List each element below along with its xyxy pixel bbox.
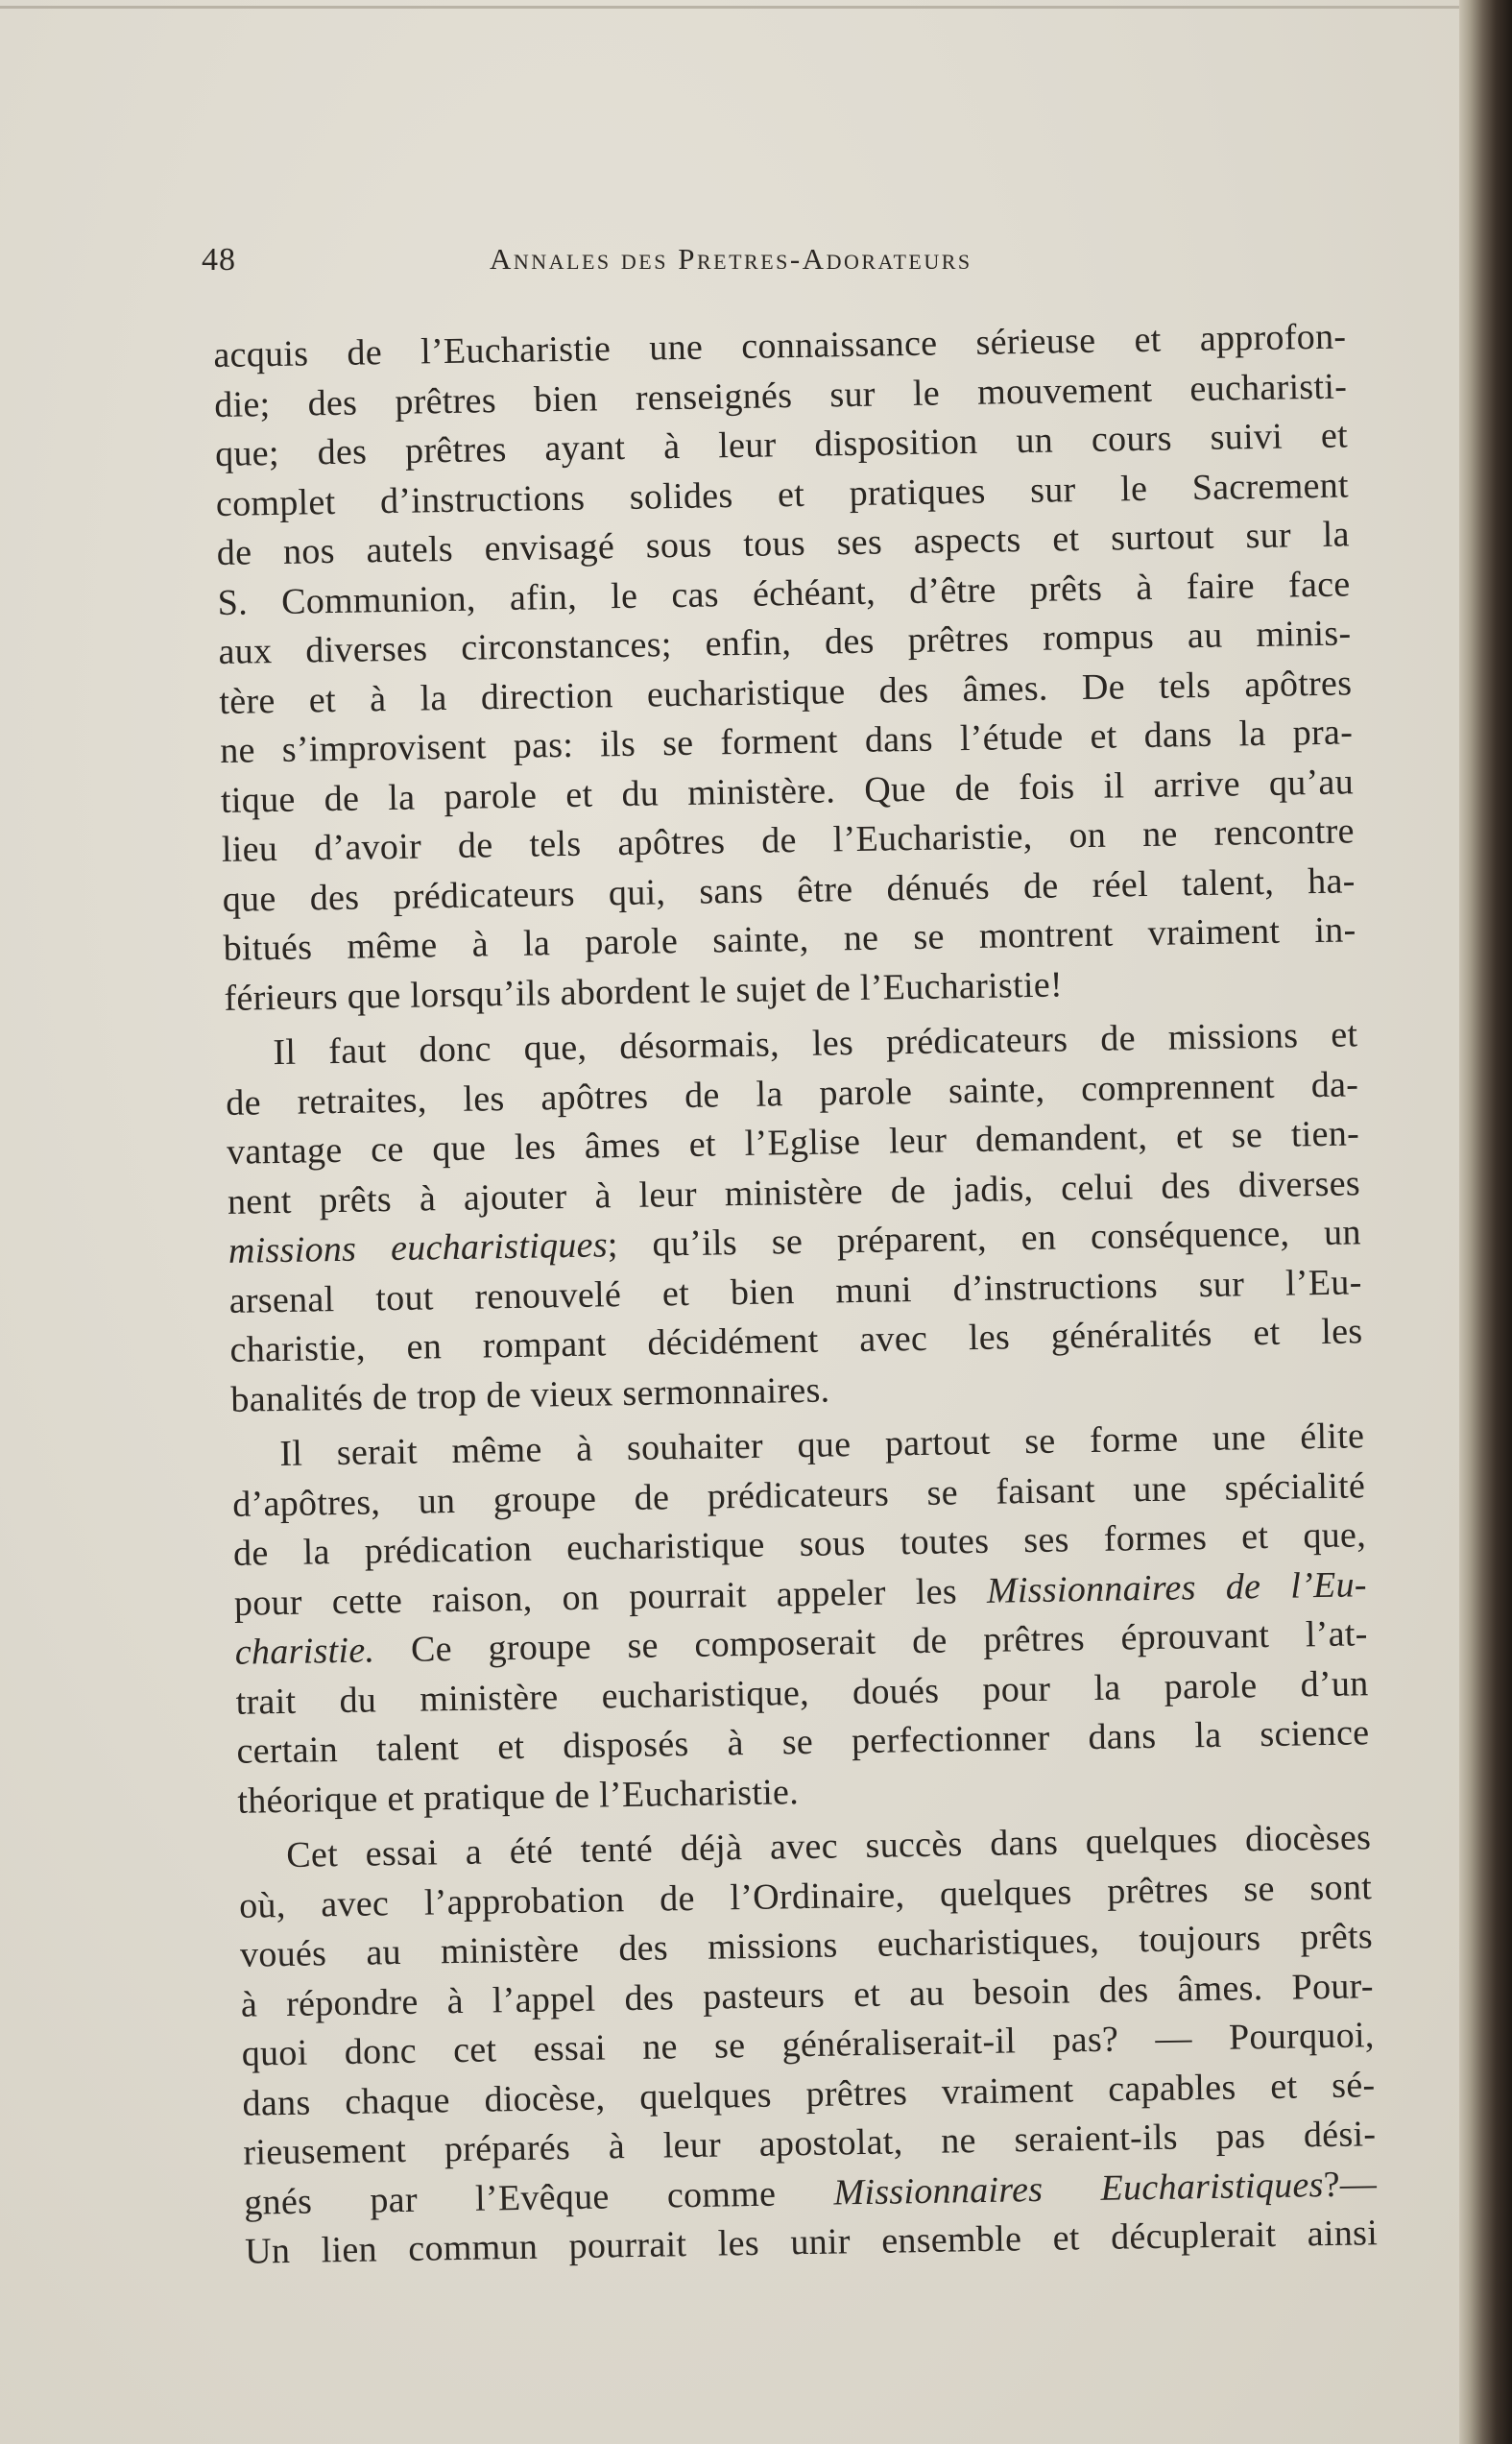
text-line: vantage ce que les âmes et l’Eglise leur demandent, et se tien- bbox=[226, 1113, 1360, 1173]
text-line: die; des prêtres bien renseignés sur le mouvement eucharisti- bbox=[213, 365, 1348, 425]
text-line: théorique et pratique de l’Eucharistie. bbox=[237, 1771, 800, 1822]
text-line: bitués même à la parole sainte, ne se montrent vraiment in- bbox=[223, 909, 1356, 969]
paragraph-2 bbox=[225, 1010, 1364, 1425]
running-head bbox=[202, 242, 1354, 280]
text-line: férieurs que lorsqu’ils abordent le sujet de l’Eucharistie! bbox=[224, 963, 1064, 1019]
page-edge-shadow bbox=[1459, 0, 1512, 2444]
text-line: rieusement préparés à leur apostolat, ne seraient-ils pas dési- bbox=[243, 2114, 1377, 2173]
text-line: de nos autels envisagé sous tous ses aspects et surtout sur la bbox=[216, 514, 1351, 573]
text-line: trait du ministère eucharistique, doués pour la parole d’un bbox=[235, 1662, 1369, 1723]
text-line: complet d’instructions solides et pratiques sur le Sacrement bbox=[215, 464, 1350, 524]
text-fragment: ; qu’ils se préparent, en conséquence, un bbox=[607, 1212, 1362, 1266]
italic-phrase: missions eucharistiques bbox=[228, 1224, 609, 1271]
text-fragment: Ce groupe se composerait de prêtres éprouvant l’at- bbox=[373, 1613, 1368, 1671]
italic-phrase: charistie. bbox=[234, 1630, 375, 1673]
text-fragment: pour cette raison, on pourrait appeler les bbox=[233, 1570, 988, 1624]
text-line: lieu d’avoir de tels apôtres de l’Eucharistie, on ne rencontre bbox=[221, 811, 1356, 870]
text-line: tique de la parole et du ministère. Que de fois il arrive qu’au bbox=[220, 761, 1355, 821]
text-line: Cet essai a été tenté déjà avec succès dans quelques diocèses bbox=[285, 1817, 1372, 1875]
page-number: 48 bbox=[202, 242, 236, 278]
text-line: à répondre à l’appel des pasteurs et au besoin des âmes. Pour- bbox=[240, 1965, 1375, 2025]
text-line: de la prédication eucharistique sous toutes ses formes et que, bbox=[232, 1514, 1367, 1574]
text-line: que des prédicateurs qui, sans être dénués de réel talent, ha- bbox=[222, 859, 1356, 920]
text-line: nent prêts à ajouter à leur ministère de jadis, celui des diverses bbox=[227, 1162, 1361, 1222]
text-line: ne s’improvisent pas: ils se forment dans l’étude et dans la pra- bbox=[219, 712, 1354, 771]
paragraph-3 bbox=[231, 1412, 1371, 1827]
text-line: aux diverses circonstances; enfin, des prêtres rompus au minis- bbox=[218, 613, 1352, 672]
page-top-rule bbox=[0, 6, 1459, 9]
text-line: d’apôtres, un groupe de prédicateurs se faisant une spécialité bbox=[231, 1464, 1366, 1525]
text-line: où, avec l’approbation de l’Ordinaire, quelques prêtres se sont bbox=[238, 1866, 1373, 1926]
text-line: certain talent et disposés à se perfectionner dans la science bbox=[236, 1712, 1370, 1772]
text-fragment: ?— bbox=[1323, 2163, 1378, 2205]
text-line: charistie, en rompant décidément avec les généralités et les bbox=[229, 1311, 1363, 1370]
text-line: Il faut donc que, désormais, les prédicateurs de missions et bbox=[273, 1014, 1358, 1074]
body-text bbox=[213, 312, 1378, 2277]
text-line: que; des prêtres ayant à leur disposition un cours suivi et bbox=[214, 415, 1349, 474]
text-fragment: gnés par l’Evêque comme bbox=[243, 2172, 834, 2223]
running-title: Annales des Pretres-Adorateurs bbox=[490, 242, 972, 276]
italic-phrase: Missionnaires Eucharistiques bbox=[833, 2164, 1325, 2214]
text-line: Il serait même à souhaiter que partout se forme une élite bbox=[279, 1416, 1365, 1475]
paragraph-1 bbox=[213, 312, 1357, 1023]
text-line: tère et à la direction eucharistique des âmes. De tels apôtres bbox=[219, 662, 1353, 722]
text-line: S. Communion, afin, le cas échéant, d’être prêts à faire face bbox=[217, 563, 1351, 623]
text-line: arsenal tout renouvelé et bien muni d’instructions sur l’Eu- bbox=[228, 1261, 1362, 1321]
paragraph-4 bbox=[238, 1813, 1379, 2277]
text-line: quoi donc cet essai ne se généraliserait-il pas? — Pourquoi, bbox=[241, 2015, 1375, 2074]
text-line: acquis de l’Eucharistie une connaissance sérieuse et approfon- bbox=[213, 316, 1347, 375]
text-line: Un lien commun pourrait les unir ensemble et décuplerait ainsi bbox=[244, 2213, 1379, 2272]
italic-phrase: Missionnaires de l’Eu- bbox=[986, 1563, 1368, 1611]
text-line: de retraites, les apôtres de la parole sainte, comprennent da- bbox=[225, 1063, 1359, 1124]
text-line: voués au ministère des missions eucharistiques, toujours prêts bbox=[239, 1916, 1374, 1975]
text-line: dans chaque diocèse, quelques prêtres vraiment capables et sé- bbox=[242, 2064, 1376, 2124]
text-line: banalités de trop de vieux sermonnaires. bbox=[230, 1369, 830, 1420]
